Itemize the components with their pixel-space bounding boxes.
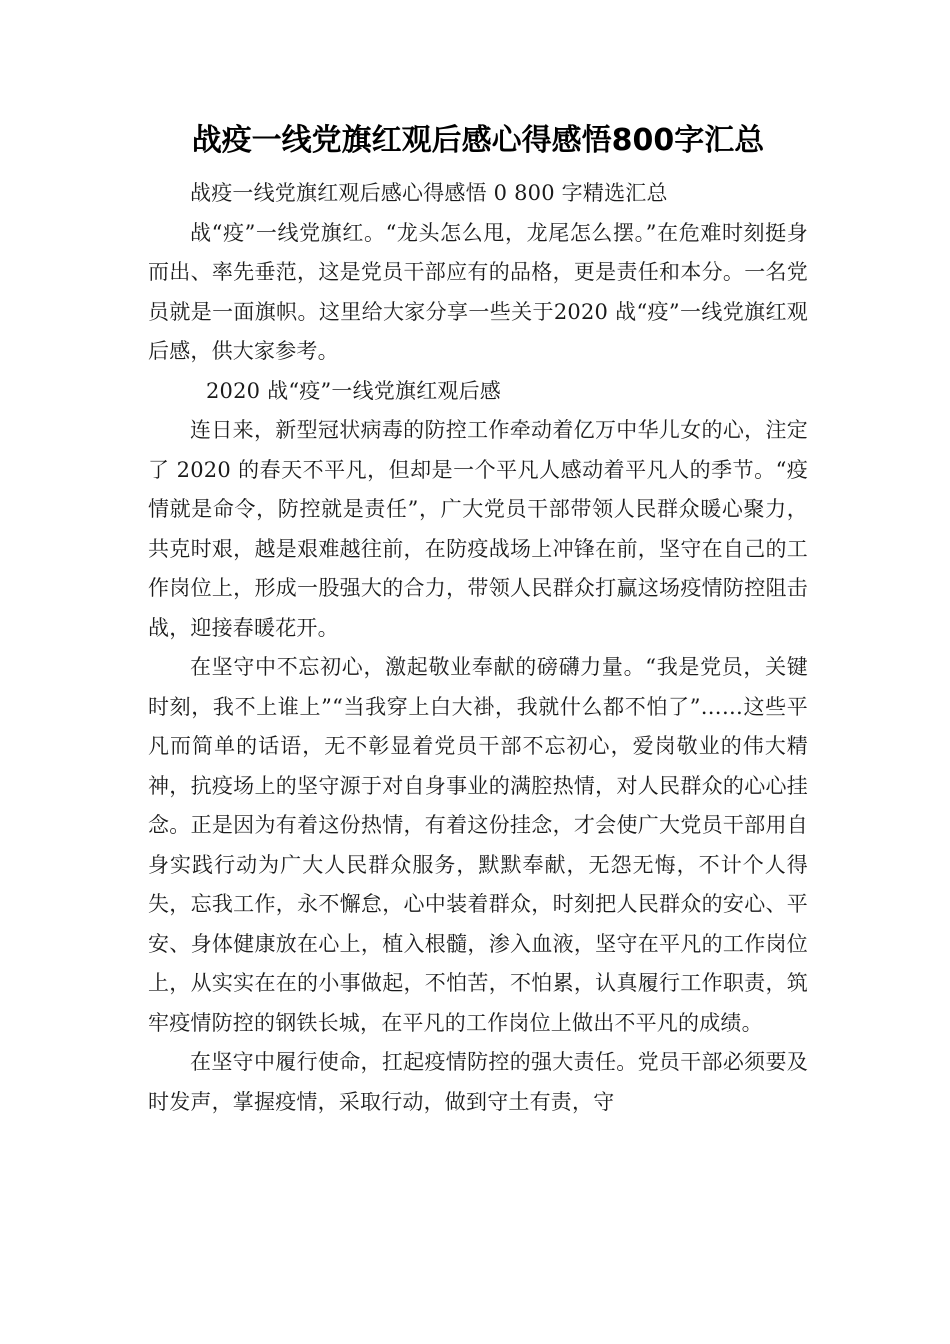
intro-paragraph: 战“疫”一线党旗红。“龙头怎么甩，龙尾怎么摆。”在危难时刻挺身而出、率先垂范，这是党员干部应有的品格，更是责任和本分。一名党员就是一面旗帜。这里给大家分享一些关于2020 战“疫”一线党旗红观后感，供大家参考。: [148, 220, 808, 363]
section-heading: 2020 战“疫”一线党旗红观后感: [206, 378, 501, 403]
document-title: 战疫一线党旗红观后感心得感悟800字汇总: [191, 123, 765, 158]
body-paragraph: 在坚守中履行使命，扛起疫情防控的强大责任。党员干部必须要及时发声，掌握疫情，采取行动，做到守土有责，守: [148, 1050, 808, 1114]
document-body: [148, 118, 808, 1122]
body-paragraph: 连日来，新型冠状病毒的防控工作牵动着亿万中华儿女的心，注定了 2020 的春天不平凡，但却是一个平凡人感动着平凡人的季节。“疫情就是命令，防控就是责任”，广大党员干部带领人民群众暖心聚力，共克时艰，越是艰难越往前，在防疫战场上冲锋在前，坚守在自己的工作岗位上，形成一股强大的合力，带领人民群众打赢这场疫情防控阻击战，迎接春暖花开。: [148, 418, 808, 640]
body-paragraph: 在坚守中不忘初心，激起敬业奉献的磅礴力量。“我是党员，关键时刻，我不上谁上”“当我穿上白大褂，我就什么都不怕了”……这些平凡而简单的话语，无不彰显着党员干部不忘初心，爱岗敬业的伟大精神，抗疫场上的坚守源于对自身事业的满腔热情，对人民群众的心心挂念。正是因为有着这份热情，有着这份挂念，才会使广大党员干部用自身实践行动为广大人民群众服务，默默奉献，无怨无悔，不计个人得失，忘我工作，永不懈怠，心中装着群众，时刻把人民群众的安心、平安、身体健康放在心上，植入根髓，渗入血液，坚守在平凡的工作岗位上，从实实在在的小事做起，不怕苦，不怕累，认真履行工作职责，筑牢疫情防控的钢铁长城，在平凡的工作岗位上做出不平凡的成绩。: [148, 655, 808, 1035]
subtitle-paragraph: 战疫一线党旗红观后感心得感悟 0 800 字精选汇总: [190, 181, 668, 205]
